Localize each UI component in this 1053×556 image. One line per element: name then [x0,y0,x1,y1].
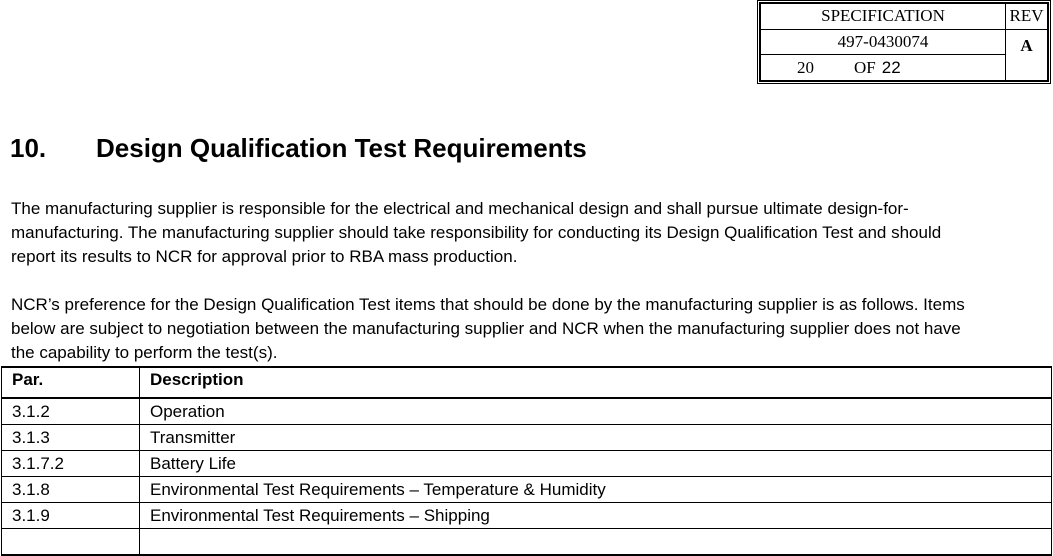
par-cell [2,529,140,556]
of-label: OF [854,57,876,77]
table-row [2,451,1052,477]
section-heading [10,133,587,164]
par-cell: 3.1.9 [2,503,140,529]
page-number: 20 [797,57,814,77]
description-cell: Environmental Test Requirements – Temperature & Humidity [140,477,1052,503]
description-cell: Battery Life [140,451,1052,477]
par-cell: 3.1.3 [2,425,140,451]
column-header-description: Description [140,367,1052,398]
table-row [2,398,1052,425]
spec-number: 497-0430074 [761,29,1006,55]
specification-table [760,3,1048,81]
rev-value: A [1006,29,1048,80]
table-row [2,503,1052,529]
description-cell: Environmental Test Requirements – Shipping [140,503,1052,529]
par-cell: 3.1.7.2 [2,451,140,477]
description-cell [140,529,1052,556]
total-pages: 22 [881,57,901,77]
table-row [2,477,1052,503]
specification-header-box [757,0,1051,84]
column-header-par: Par. [2,367,140,398]
preference-paragraph: NCR’s preference for the Design Qualification Test items that should be done by the manufacturing supplier is as follows. Items below are subject to negotiation between the manufacturing supplier and NCR when the manufacturing supplier does not have the capability to perform the test(s). [11,295,965,362]
section-number: 10. [10,133,47,163]
description-cell: Operation [140,398,1052,425]
par-cell: 3.1.2 [2,398,140,425]
table-row [2,425,1052,451]
description-cell: Transmitter [140,425,1052,451]
responsibility-paragraph: The manufacturing supplier is responsible for the electrical and mechanical design and shall pursue ultimate design-for-manufacturing. The manufacturing supplier should take responsibility for conducting its Design Qualification Test and should report its results to NCR for approval prior to RBA mass production. [11,199,942,266]
rev-label: REV [1006,4,1048,30]
par-cell: 3.1.8 [2,477,140,503]
section-title: Design Qualification Test Requirements [96,133,587,163]
page-indicator [761,55,1006,81]
test-items-table [1,366,1052,556]
table-row-empty [2,529,1052,556]
spec-label: SPECIFICATION [761,4,1006,30]
table-header-row [2,367,1052,398]
